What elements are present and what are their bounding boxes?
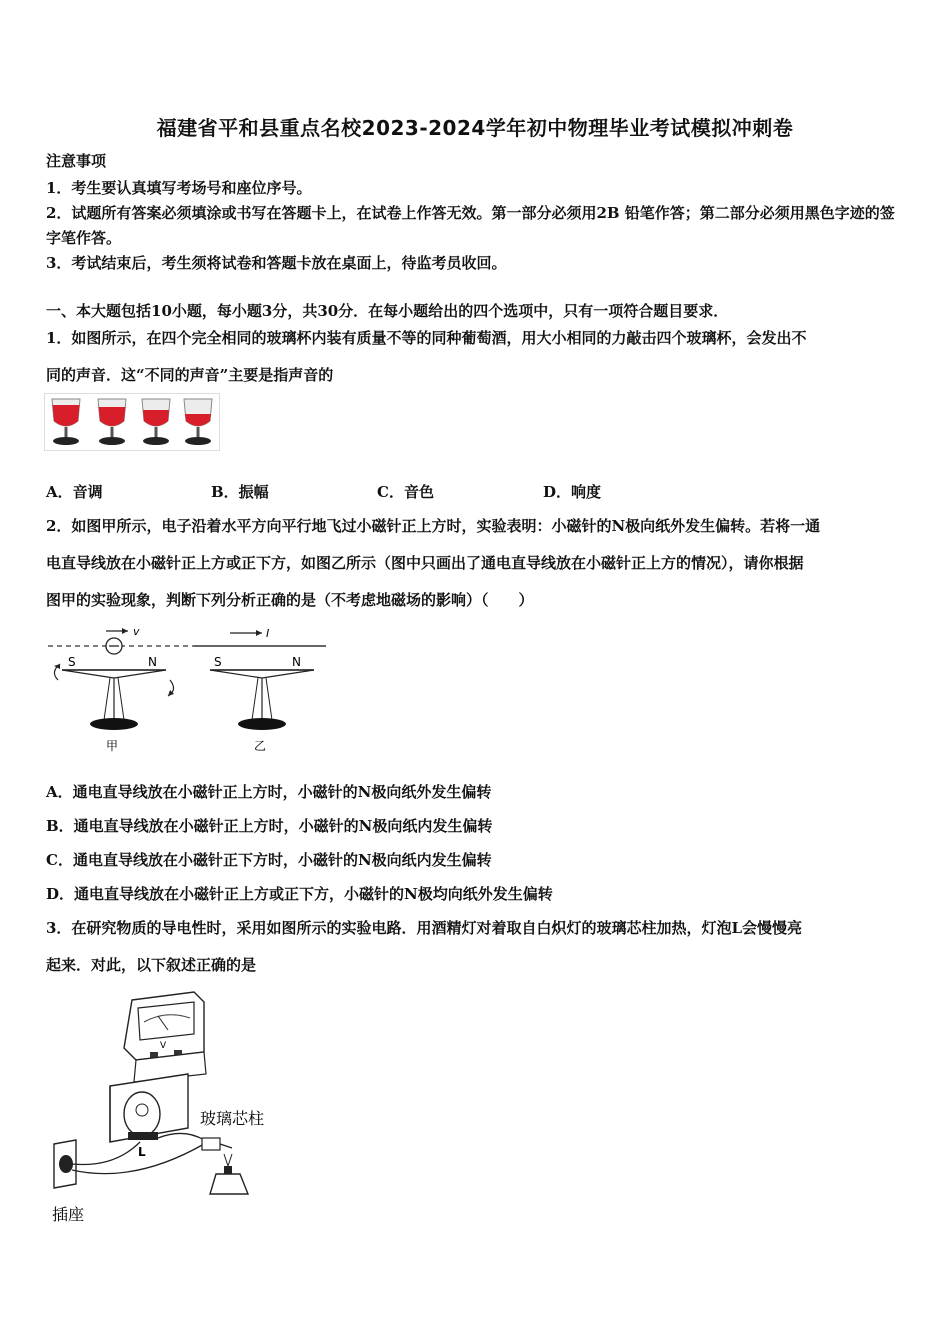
notice-item-3: 3．考试结束后，考生须将试卷和答题卡放在桌面上，待监考员收回。 (46, 254, 507, 272)
label-s-jia: S (68, 655, 76, 669)
notice-item-2: 2．试题所有答案必须填涂或书写在答题卡上，在试卷上作答无效。第一部分必须用2B 铅笔作答；第二部分必须用黑色字迹的签字笔作答。 (46, 204, 895, 247)
q2-option-b[interactable]: B．通电直导线放在小磁针正上方时，小磁针的N极向纸内发生偏转 (46, 817, 493, 835)
q2-option-a[interactable]: A．通电直导线放在小磁针正上方时，小磁针的N极向纸外发生偏转 (46, 783, 492, 801)
label-jia: 甲 (106, 739, 119, 753)
q1-option-b[interactable]: B．振幅 (211, 483, 269, 501)
q1-stem-line1: 1．如图所示，在四个完全相同的玻璃杯内装有质量不等的同种葡萄酒，用大小相同的力敲击四个玻璃杯，会发出不 (46, 329, 807, 347)
q2-stem-line1: 2．如图甲所示，电子沿着水平方向平行地飞过小磁针正上方时，实验表明：小磁针的N极向纸外发生偏转。若将一通 (46, 517, 821, 535)
wine-glass-4 (184, 399, 212, 445)
label-n-jia: N (148, 655, 157, 669)
q1-option-a[interactable]: A．音调 (46, 483, 103, 501)
wine-glass-1 (52, 399, 80, 445)
label-i: I (266, 627, 270, 640)
q3-stem-line1: 3．在研究物质的导电性时，采用如图所示的实验电路．用酒精灯对着取自白炽灯的玻璃芯柱加热，灯泡L会慢慢亮 (46, 919, 802, 937)
label-yi: 乙 (254, 739, 267, 753)
glass-core-label: 玻璃芯柱 (200, 1109, 265, 1128)
wine-glass-2 (98, 399, 126, 445)
wine-glasses-figure (44, 393, 220, 451)
q2-option-d[interactable]: D．通电直导线放在小磁针正上方或正下方，小磁针的N极均向纸外发生偏转 (46, 885, 553, 903)
compass-figure (44, 622, 334, 754)
lamp-base (110, 1074, 188, 1159)
q1-stem-line2: 同的声音．这“不同的声音”主要是指声音的 (46, 366, 334, 384)
wine-glass-3 (142, 399, 170, 445)
label-v: v (133, 625, 140, 638)
label-s-yi: S (214, 655, 222, 669)
lamp-label: L (138, 1145, 146, 1159)
figure-jia (48, 625, 194, 753)
meter-label: V (160, 1041, 167, 1051)
section-heading: 一、本大题包括10小题，每小题3分，共30分．在每小题给出的四个选项中，只有一项符合题目要求． (46, 302, 729, 320)
circuit-figure (44, 988, 294, 1228)
q2-option-c[interactable]: C．通电直导线放在小磁针正下方时，小磁针的N极向纸内发生偏转 (46, 851, 492, 869)
socket (52, 1140, 84, 1224)
figure-yi (194, 627, 326, 753)
voltmeter (124, 992, 206, 1082)
q3-stem-line2: 起来．对此，以下叙述正确的是 (46, 956, 257, 974)
q1-option-d[interactable]: D．响度 (543, 483, 602, 501)
q1-option-c[interactable]: C．音色 (377, 483, 434, 501)
page-title: 福建省平和县重点名校2023-2024学年初中物理毕业考试模拟冲刺卷 (156, 116, 794, 140)
glass-core-burner (200, 1109, 264, 1194)
q2-stem-line3: 图甲的实验现象，判断下列分析正确的是（不考虑地磁场的影响）（ ） (46, 591, 534, 609)
q2-stem-line2: 电直导线放在小磁针正上方或正下方，如图乙所示（图中只画出了通电直导线放在小磁针正上方的情况），请你根据 (46, 554, 804, 572)
notice-heading: 注意事项 (46, 152, 107, 170)
socket-label: 插座 (52, 1205, 85, 1224)
notice-item-1: 1．考生要认真填写考场号和座位序号。 (46, 179, 312, 197)
label-n-yi: N (292, 655, 301, 669)
